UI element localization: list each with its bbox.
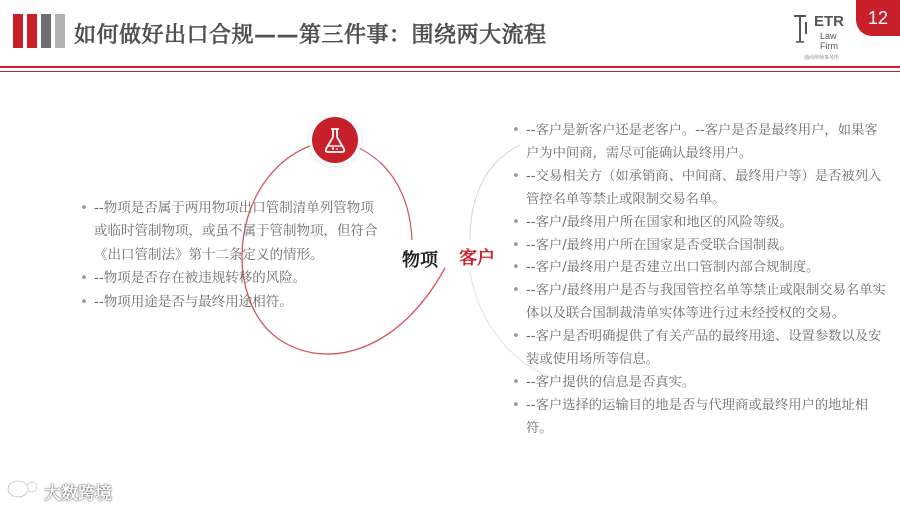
bullet-icon: • (512, 397, 520, 413)
logo-name-line2: Law (820, 31, 837, 41)
list-item: • --客户是否明确提供了有关产品的最终用途、设置参数以及安装或使用场所等信息。 (512, 326, 888, 372)
logo-name-line3: Firm (820, 41, 838, 51)
bullet-icon: • (80, 293, 88, 310)
list-item: • --客户/最终用户是否建立出口管制内部合规制度。 (512, 257, 888, 280)
flask-badge (312, 117, 358, 163)
watermark-text: 大数跨境 (44, 484, 112, 504)
list-item: • --物项用途是否与最终用途相符。 (80, 291, 386, 314)
list-item: • --物项是否存在被违规转移的风险。 (80, 267, 386, 290)
page-number-badge: 12 (856, 0, 900, 36)
slide-title: 如何做好出口合规——第三件事：围绕两大流程 (74, 23, 547, 48)
list-item: • --物项是否属于两用物项出口管制清单列管物项或临时管制物项，或虽不属于管制物项，但符合《出口管制法》第十二条定义的情形。 (80, 197, 386, 267)
bullet-icon: • (512, 283, 520, 299)
bullet-icon: • (512, 260, 520, 276)
item-checklist (80, 197, 386, 314)
logo-subtitle: 通商律师事务所 (804, 55, 840, 61)
customer-checklist (512, 120, 888, 441)
customer-center-label: 客户 (459, 248, 495, 269)
bullet-icon: • (512, 168, 520, 184)
item-center-label: 物项 (402, 250, 438, 271)
bullet-icon: • (80, 270, 88, 287)
logo-name-line1: ETR (814, 13, 844, 30)
list-item: • --交易相关方（如承销商、中间商、最终用户等）是否被列入管控名单等禁止或限制交易名单。 (512, 166, 888, 212)
bullet-icon: • (512, 214, 520, 230)
list-item: • --客户/最终用户是否与我国管控名单等禁止或限制交易名单实体以及联合国制裁清单实体等进行过未经授权的交易。 (512, 280, 888, 326)
bullet-icon: • (512, 237, 520, 253)
list-item: • --客户/最终用户所在国家和地区的风险等级。 (512, 212, 888, 235)
list-item: • --客户/最终用户所在国家是否受联合国制裁。 (512, 235, 888, 258)
bullet-icon: • (512, 329, 520, 345)
chat-bubble-icon (6, 478, 40, 502)
list-item: • --客户提供的信息是否真实。 (512, 372, 888, 395)
list-item: • --客户选择的运输目的地是否与代理商或最终用户的地址相符。 (512, 395, 888, 441)
list-item: • --客户是新客户还是老客户。--客户是否是最终用户，如果客户为中间商，需尽可能确认最终用户。 (512, 120, 888, 166)
bullet-icon: • (512, 123, 520, 138)
bullet-icon: • (80, 200, 88, 216)
flask-icon (312, 117, 358, 163)
bullet-icon: • (512, 374, 520, 390)
